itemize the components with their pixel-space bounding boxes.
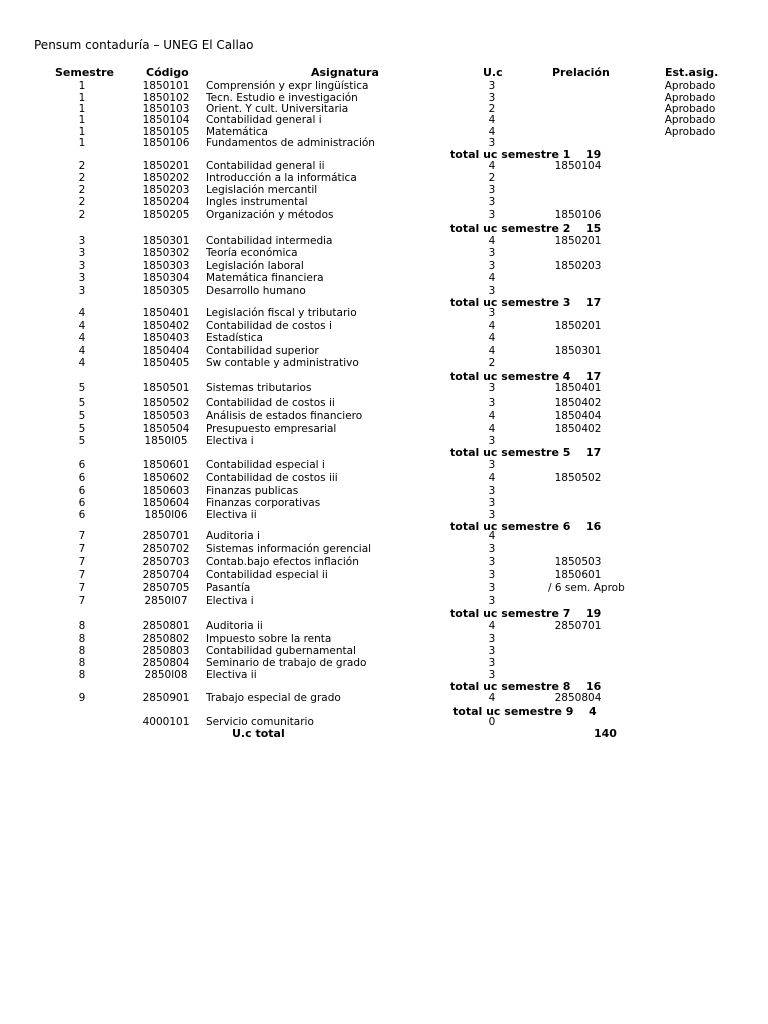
table-row bbox=[0, 382, 768, 394]
row-semestre: 6 bbox=[78, 509, 86, 521]
row-asignatura: Teoría económica bbox=[206, 247, 298, 259]
row-estado: Aprobado bbox=[664, 126, 716, 138]
row-asignatura: Sistemas tributarios bbox=[206, 382, 312, 394]
semester-total-value: 17 bbox=[586, 296, 602, 309]
row-asignatura: Desarrollo humano bbox=[206, 285, 306, 297]
row-uc: 4 bbox=[488, 272, 496, 284]
table-row bbox=[0, 285, 768, 297]
semester-total-value: 4 bbox=[589, 705, 597, 718]
row-asignatura: Pasantía bbox=[206, 582, 251, 594]
row-semestre: 1 bbox=[78, 137, 86, 149]
row-codigo: 1850502 bbox=[142, 397, 190, 409]
row-uc: 2 bbox=[488, 103, 496, 115]
table-row bbox=[0, 423, 768, 435]
row-semestre: 3 bbox=[78, 272, 86, 284]
row-codigo: 1850205 bbox=[142, 209, 190, 221]
row-codigo: 1850l05 bbox=[144, 435, 188, 447]
table-row bbox=[0, 345, 768, 357]
row-asignatura: Sistemas información gerencial bbox=[206, 543, 372, 555]
row-uc: 4 bbox=[488, 126, 496, 138]
row-codigo: 1850403 bbox=[142, 332, 190, 344]
row-estado: Aprobado bbox=[664, 92, 716, 104]
row-uc: 3 bbox=[488, 209, 496, 221]
row-estado: Aprobado bbox=[664, 103, 716, 115]
row-uc: 4 bbox=[488, 332, 496, 344]
row-asignatura: Matemática financiera bbox=[206, 272, 324, 284]
header-semestre: Semestre bbox=[55, 66, 114, 79]
row-uc: 3 bbox=[488, 382, 496, 394]
row-uc: 3 bbox=[488, 543, 496, 555]
table-row bbox=[0, 620, 768, 632]
semester-total-value: 17 bbox=[586, 446, 602, 459]
row-asignatura: Seminario de trabajo de grado bbox=[206, 657, 367, 669]
row-asignatura: Contabilidad general i bbox=[206, 114, 322, 126]
table-row bbox=[0, 272, 768, 284]
semester-total-label: total uc semestre 7 bbox=[450, 607, 571, 620]
row-semestre: 1 bbox=[78, 80, 86, 92]
row-semestre: 6 bbox=[78, 497, 86, 509]
row-uc: 4 bbox=[488, 345, 496, 357]
row-semestre: 6 bbox=[78, 459, 86, 471]
table-row bbox=[0, 320, 768, 332]
row-asignatura: Contabilidad especial i bbox=[206, 459, 325, 471]
row-codigo: 1850103 bbox=[142, 103, 190, 115]
table-row bbox=[0, 397, 768, 409]
row-prelacion: 1850502 bbox=[554, 472, 602, 484]
table-row bbox=[0, 509, 768, 521]
row-asignatura: Contab.bajo efectos inflación bbox=[206, 556, 359, 568]
row-asignatura: Legislación laboral bbox=[206, 260, 304, 272]
row-semestre: 5 bbox=[78, 423, 86, 435]
row-asignatura: Comprensión y expr lingüística bbox=[206, 80, 369, 92]
row-asignatura: Legislación fiscal y tributario bbox=[206, 307, 357, 319]
row-codigo: 1850603 bbox=[142, 485, 190, 497]
row-uc: 3 bbox=[488, 485, 496, 497]
table-row bbox=[0, 307, 768, 319]
table-row bbox=[0, 196, 768, 208]
row-semestre: 4 bbox=[78, 345, 86, 357]
row-asignatura: Legislación mercantil bbox=[206, 184, 318, 196]
grand-total-label: U.c total bbox=[232, 727, 285, 740]
row-codigo: 1850201 bbox=[142, 160, 190, 172]
row-codigo: 1850405 bbox=[142, 357, 190, 369]
row-prelacion: 1850503 bbox=[554, 556, 602, 568]
row-semestre: 5 bbox=[78, 410, 86, 422]
row-asignatura: Auditoria i bbox=[206, 530, 260, 542]
semester-total-value: 16 bbox=[586, 520, 602, 533]
row-codigo: 1850105 bbox=[142, 126, 190, 138]
semester-total-value: 19 bbox=[586, 148, 602, 161]
row-asignatura: Contabilidad gubernamental bbox=[206, 645, 356, 657]
row-uc: 3 bbox=[488, 247, 496, 259]
semester-total-label: total uc semestre 4 bbox=[450, 370, 571, 383]
row-prelacion: 1850301 bbox=[554, 345, 602, 357]
row-semestre: 8 bbox=[78, 620, 86, 632]
semester-total-value: 17 bbox=[586, 370, 602, 383]
row-codigo: 1850305 bbox=[142, 285, 190, 297]
row-uc: 2 bbox=[488, 357, 496, 369]
row-asignatura: Electiva i bbox=[206, 595, 254, 607]
row-asignatura: Estadística bbox=[206, 332, 263, 344]
row-semestre: 4 bbox=[78, 332, 86, 344]
row-codigo: 1850302 bbox=[142, 247, 190, 259]
row-semestre: 3 bbox=[78, 260, 86, 272]
row-codigo: 2850l07 bbox=[144, 595, 188, 607]
row-prelacion: 2850804 bbox=[554, 692, 602, 704]
row-uc: 4 bbox=[488, 235, 496, 247]
row-asignatura: Contabilidad de costos i bbox=[206, 320, 332, 332]
table-row bbox=[0, 543, 768, 555]
row-semestre: 7 bbox=[78, 595, 86, 607]
header-est-asig: Est.asig. bbox=[665, 66, 719, 79]
row-codigo: 1850401 bbox=[142, 307, 190, 319]
table-row bbox=[0, 472, 768, 484]
page-title: Pensum contaduría – UNEG El Callao bbox=[34, 38, 254, 52]
semester-total-label: total uc semestre 9 bbox=[453, 705, 574, 718]
row-semestre: 2 bbox=[78, 209, 86, 221]
row-uc: 3 bbox=[488, 307, 496, 319]
semester-total-value: 15 bbox=[586, 222, 602, 235]
row-codigo: 1850203 bbox=[142, 184, 190, 196]
row-codigo: 1850601 bbox=[142, 459, 190, 471]
row-codigo: 1850604 bbox=[142, 497, 190, 509]
row-semestre: 5 bbox=[78, 397, 86, 409]
row-asignatura: Contabilidad intermedia bbox=[206, 235, 333, 247]
semester-total-label: total uc semestre 1 bbox=[450, 148, 571, 161]
row-semestre: 7 bbox=[78, 543, 86, 555]
table-row bbox=[0, 582, 768, 594]
row-codigo: 1850504 bbox=[142, 423, 190, 435]
table-row bbox=[0, 172, 768, 184]
row-semestre: 4 bbox=[78, 320, 86, 332]
row-uc: 4 bbox=[488, 530, 496, 542]
row-uc: 3 bbox=[488, 657, 496, 669]
row-uc: 3 bbox=[488, 435, 496, 447]
row-semestre: 2 bbox=[78, 196, 86, 208]
row-codigo: 2850804 bbox=[142, 657, 190, 669]
row-codigo: 2850705 bbox=[142, 582, 190, 594]
table-row bbox=[0, 247, 768, 259]
row-semestre: 6 bbox=[78, 472, 86, 484]
table-row bbox=[0, 357, 768, 369]
row-asignatura: Contabilidad superior bbox=[206, 345, 319, 357]
row-uc: 4 bbox=[488, 160, 496, 172]
table-row bbox=[0, 530, 768, 542]
row-semestre: 4 bbox=[78, 357, 86, 369]
row-semestre: 3 bbox=[78, 235, 86, 247]
row-codigo: 2850l08 bbox=[144, 669, 188, 681]
row-uc: 4 bbox=[488, 620, 496, 632]
table-row bbox=[0, 332, 768, 344]
row-semestre: 3 bbox=[78, 247, 86, 259]
row-asignatura: Presupuesto empresarial bbox=[206, 423, 337, 435]
row-asignatura: Servicio comunitario bbox=[206, 716, 314, 728]
row-uc: 4 bbox=[488, 423, 496, 435]
row-semestre: 4 bbox=[78, 307, 86, 319]
row-uc: 3 bbox=[488, 397, 496, 409]
row-asignatura: Electiva ii bbox=[206, 669, 257, 681]
row-codigo: 1850102 bbox=[142, 92, 190, 104]
table-row bbox=[0, 645, 768, 657]
row-uc: 3 bbox=[488, 184, 496, 196]
row-codigo: 1850202 bbox=[142, 172, 190, 184]
row-codigo: 1850104 bbox=[142, 114, 190, 126]
row-semestre: 5 bbox=[78, 435, 86, 447]
row-prelacion: 1850402 bbox=[554, 423, 602, 435]
row-semestre: 2 bbox=[78, 172, 86, 184]
row-uc: 3 bbox=[488, 509, 496, 521]
row-semestre: 2 bbox=[78, 160, 86, 172]
row-asignatura: Electiva ii bbox=[206, 509, 257, 521]
row-codigo: 1850301 bbox=[142, 235, 190, 247]
row-uc: 3 bbox=[488, 556, 496, 568]
row-semestre: 6 bbox=[78, 485, 86, 497]
row-prelacion: 2850701 bbox=[554, 620, 602, 632]
row-codigo: 2850702 bbox=[142, 543, 190, 555]
row-uc: 3 bbox=[488, 633, 496, 645]
row-asignatura: Electiva i bbox=[206, 435, 254, 447]
row-asignatura: Contabilidad general ii bbox=[206, 160, 325, 172]
header-prelacion: Prelación bbox=[552, 66, 610, 79]
row-codigo: 1850204 bbox=[142, 196, 190, 208]
table-row bbox=[0, 497, 768, 509]
row-codigo: 2850901 bbox=[142, 692, 190, 704]
table-row bbox=[0, 657, 768, 669]
row-semestre: 1 bbox=[78, 114, 86, 126]
table-row bbox=[0, 485, 768, 497]
row-semestre: 8 bbox=[78, 633, 86, 645]
row-uc: 4 bbox=[488, 320, 496, 332]
row-semestre: 7 bbox=[78, 556, 86, 568]
row-asignatura: Contabilidad especial ii bbox=[206, 569, 328, 581]
row-codigo: 2850703 bbox=[142, 556, 190, 568]
row-codigo: 1850501 bbox=[142, 382, 190, 394]
row-asignatura: Fundamentos de administración bbox=[206, 137, 375, 149]
row-asignatura: Organización y métodos bbox=[206, 209, 334, 221]
row-prelacion: 1850201 bbox=[554, 235, 602, 247]
row-asignatura: Auditoria ii bbox=[206, 620, 263, 632]
row-uc: 3 bbox=[488, 260, 496, 272]
semester-total-value: 16 bbox=[586, 680, 602, 693]
row-codigo: 2850704 bbox=[142, 569, 190, 581]
row-asignatura: Introducción a la informática bbox=[206, 172, 357, 184]
table-row bbox=[0, 209, 768, 221]
row-codigo: 1850101 bbox=[142, 80, 190, 92]
row-asignatura: Contabilidad de costos ii bbox=[206, 397, 335, 409]
grand-total-value: 140 bbox=[594, 727, 617, 740]
row-uc: 3 bbox=[488, 582, 496, 594]
table-row bbox=[0, 260, 768, 272]
row-semestre: 2 bbox=[78, 184, 86, 196]
row-uc: 2 bbox=[488, 172, 496, 184]
row-estado: Aprobado bbox=[664, 114, 716, 126]
row-codigo: 1850304 bbox=[142, 272, 190, 284]
row-codigo: 1850404 bbox=[142, 345, 190, 357]
row-asignatura: Orient. Y cult. Universitaria bbox=[206, 103, 349, 115]
row-asignatura: Ingles instrumental bbox=[206, 196, 308, 208]
row-asignatura: Finanzas corporativas bbox=[206, 497, 321, 509]
row-uc: 3 bbox=[488, 196, 496, 208]
table-row bbox=[0, 410, 768, 422]
semester-total-label: total uc semestre 8 bbox=[450, 680, 571, 693]
row-prelacion: / 6 sem. Aprob bbox=[548, 582, 625, 594]
row-uc: 3 bbox=[488, 595, 496, 607]
row-uc: 3 bbox=[488, 569, 496, 581]
row-codigo: 2850801 bbox=[142, 620, 190, 632]
row-uc: 3 bbox=[488, 137, 496, 149]
row-asignatura: Trabajo especial de grado bbox=[206, 692, 341, 704]
row-semestre: 7 bbox=[78, 530, 86, 542]
row-uc: 3 bbox=[488, 497, 496, 509]
row-semestre: 1 bbox=[78, 126, 86, 138]
row-uc: 3 bbox=[488, 459, 496, 471]
row-prelacion: 1850106 bbox=[554, 209, 602, 221]
table-row bbox=[0, 569, 768, 581]
row-codigo: 1850402 bbox=[142, 320, 190, 332]
table-row bbox=[0, 556, 768, 568]
semester-total-label: total uc semestre 2 bbox=[450, 222, 571, 235]
row-uc: 3 bbox=[488, 669, 496, 681]
row-codigo: 1850602 bbox=[142, 472, 190, 484]
semester-total-label: total uc semestre 5 bbox=[450, 446, 571, 459]
row-estado: Aprobado bbox=[664, 80, 716, 92]
table-row bbox=[0, 160, 768, 172]
row-codigo: 1850303 bbox=[142, 260, 190, 272]
table-row bbox=[0, 137, 768, 149]
row-uc: 4 bbox=[488, 114, 496, 126]
row-asignatura: Contabilidad de costos iii bbox=[206, 472, 338, 484]
row-uc: 3 bbox=[488, 285, 496, 297]
table-row bbox=[0, 184, 768, 196]
row-asignatura: Análisis de estados financiero bbox=[206, 410, 363, 422]
table-row bbox=[0, 435, 768, 447]
row-codigo: 2850803 bbox=[142, 645, 190, 657]
semester-total-label: total uc semestre 6 bbox=[450, 520, 571, 533]
header-codigo: Código bbox=[146, 66, 189, 79]
table-row bbox=[0, 80, 768, 92]
table-row bbox=[0, 114, 768, 126]
row-uc: 3 bbox=[488, 92, 496, 104]
row-uc: 4 bbox=[488, 692, 496, 704]
row-prelacion: 1850203 bbox=[554, 260, 602, 272]
table-row bbox=[0, 669, 768, 681]
row-semestre: 8 bbox=[78, 669, 86, 681]
row-prelacion: 1850404 bbox=[554, 410, 602, 422]
table-row bbox=[0, 692, 768, 704]
row-prelacion: 1850201 bbox=[554, 320, 602, 332]
semester-total-value: 19 bbox=[586, 607, 602, 620]
semester-total-label: total uc semestre 3 bbox=[450, 296, 571, 309]
table-row bbox=[0, 235, 768, 247]
row-semestre: 7 bbox=[78, 582, 86, 594]
row-semestre: 8 bbox=[78, 657, 86, 669]
row-asignatura: Sw contable y administrativo bbox=[206, 357, 359, 369]
row-uc: 3 bbox=[488, 645, 496, 657]
row-semestre: 3 bbox=[78, 285, 86, 297]
row-semestre: 7 bbox=[78, 569, 86, 581]
row-uc: 4 bbox=[488, 472, 496, 484]
row-prelacion: 1850104 bbox=[554, 160, 602, 172]
row-uc: 0 bbox=[488, 716, 496, 728]
row-uc: 4 bbox=[488, 410, 496, 422]
row-semestre: 5 bbox=[78, 382, 86, 394]
row-semestre: 1 bbox=[78, 103, 86, 115]
row-codigo: 1850l06 bbox=[144, 509, 188, 521]
row-asignatura: Matemática bbox=[206, 126, 268, 138]
row-semestre: 8 bbox=[78, 645, 86, 657]
table-row bbox=[0, 595, 768, 607]
row-asignatura: Finanzas publicas bbox=[206, 485, 299, 497]
row-prelacion: 1850401 bbox=[554, 382, 602, 394]
table-row bbox=[0, 633, 768, 645]
row-codigo: 1850503 bbox=[142, 410, 190, 422]
row-asignatura: Tecn. Estudio e investigación bbox=[206, 92, 358, 104]
row-codigo: 2850701 bbox=[142, 530, 190, 542]
header-asignatura: Asignatura bbox=[311, 66, 379, 79]
row-uc: 3 bbox=[488, 80, 496, 92]
table-row bbox=[0, 716, 768, 728]
row-semestre: 1 bbox=[78, 92, 86, 104]
row-codigo: 2850802 bbox=[142, 633, 190, 645]
row-semestre: 9 bbox=[78, 692, 86, 704]
row-prelacion: 1850601 bbox=[554, 569, 602, 581]
row-codigo: 4000101 bbox=[142, 716, 190, 728]
table-row bbox=[0, 459, 768, 471]
header-uc: U.c bbox=[483, 66, 503, 79]
row-codigo: 1850106 bbox=[142, 137, 190, 149]
row-asignatura: Impuesto sobre la renta bbox=[206, 633, 332, 645]
row-prelacion: 1850402 bbox=[554, 397, 602, 409]
